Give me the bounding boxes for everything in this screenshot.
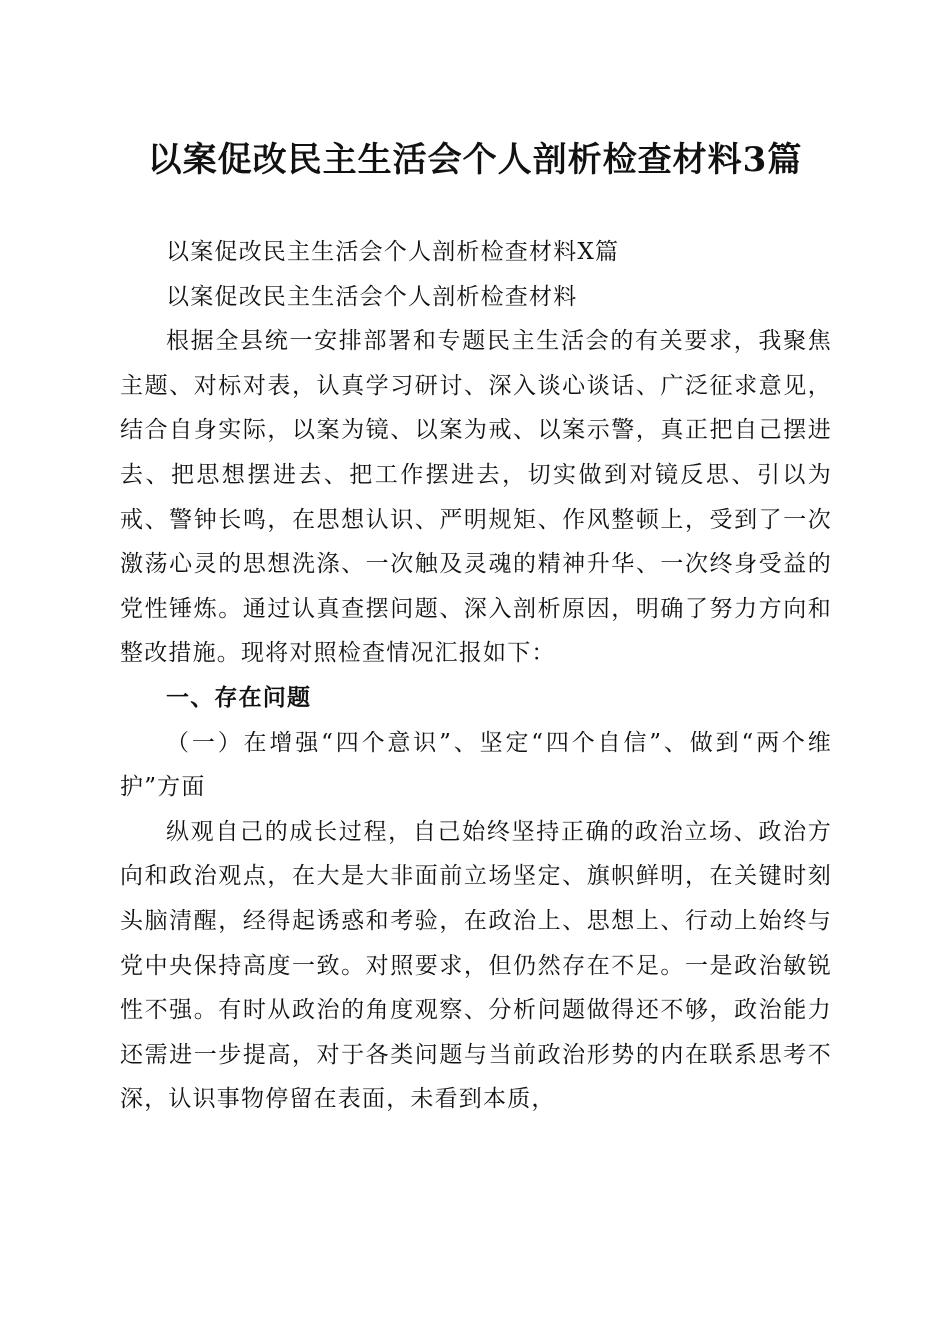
section-heading: 一、存在问题 (166, 684, 312, 711)
body-paragraph: 纵观自己的成长过程，自己始终坚持正确的政治立场、政治方向和政治观点，在大是大非面前立场坚定、旗帜鲜明，在关键时刻头脑清醒，经得起诱惑和考验，在政治上、思想上、行动上始终与党中央保持高度一致。对照要求，但仍然存在不足。一是政治敏锐性不强。有时从政治的角度观察、分析问题做得还不够，政治能力还需进一步提高，对于各类问题与当前政治形势的内在联系思考不深，认识事物停留在表面，未看到本质， (120, 818, 832, 1113)
document-title: 以案促改民主生活会个人剖析检查材料3篇 (147, 140, 803, 180)
intro-paragraph: 根据全县统一安排部署和专题民主生活会的有关要求，我聚焦主题、对标对表，认真学习研讨、深入谈心谈话、广泛征求意见，结合自身实际，以案为镜、以案为戒、以案示警，真正把自己摆进去、把思想摆进去、把工作摆进去，切实做到对镜反思、引以为戒、警钟长鸣，在思想认识、严明规矩、作风整顿上，受到了一次激荡心灵的思想洗涤、一次触及灵魂的精神升华、一次终身受益的党性锤炼。通过认真查摆问题、深入剖析原因，明确了努力方向和整改措施。现将对照检查情况汇报如下： (120, 328, 832, 667)
subsection-heading: （一）在增强“四个意识”、坚定“四个自信”、做到“两个维护”方面 (120, 729, 832, 801)
document-body (120, 230, 832, 1122)
subtitle-line-1: 以案促改民主生活会个人剖析检查材料X篇 (166, 239, 620, 265)
subtitle-line-2: 以案促改民主生活会个人剖析检查材料 (166, 283, 578, 310)
